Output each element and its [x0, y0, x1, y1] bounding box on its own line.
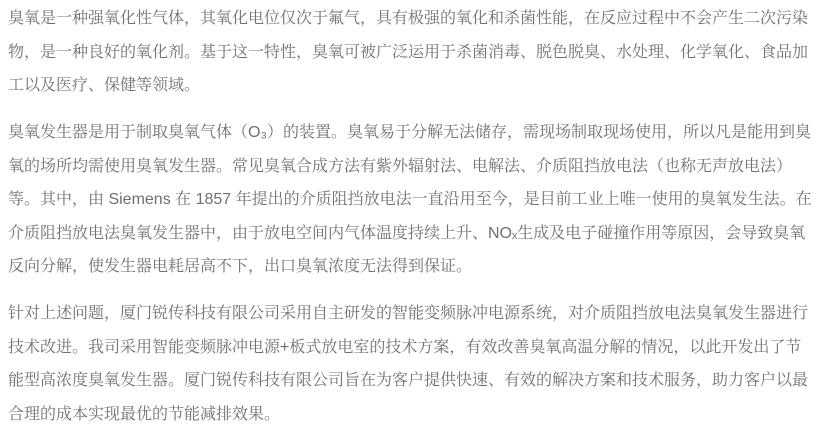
paragraph-company-solution: 针对上述问题，厦门锐传科技有限公司采用自主研发的智能变频脉冲电源系统，对介质阻挡放电法臭氧发生器进行技术改进。我司采用智能变频脉冲电源+板式放电室的技术方案，有效改善臭氧高温分解的情况，以此开发出了节能型高浓度臭氧发生器。厦门锐传科技有限公司旨在为客户提供快速、有效的解决方案和技术服务，助力客户以最合理的成本实现最优的节能减排效果。 — [8, 305, 809, 423]
paragraph-ozone-intro: 臭氧是一种强氧化性气体，其氧化电位仅次于氟气，具有极强的氧化和杀菌性能，在反应过程中不会产生二次污染物，是一种良好的氧化剂。基于这一特性，臭氧可被广泛运用于杀菌消毒、脱色脱臭、水处理、化学氧化、食品加工以及医疗、保健等领域。 — [8, 10, 809, 94]
paragraph-ozone-generator: 臭氧发生器是用于制取臭氧气体（O₃）的装置。臭氧易于分解无法储存，需现场制取现场使用，所以凡是能用到臭氧的场所均需使用臭氧发生器。常见臭氧合成方法有紫外辐射法、电解法、介质阻挡放电法（也称无声放电法）等。其中，由 Siemens 在 1857 年提出的介质阻挡放电法一直沿用至今，是目前工业上唯一使用的臭氧发生法。在介质阻挡放电法臭氧发生器中，由于放电空间内气体温度持续上升、NOₓ生成及电子碰撞作用等原因，会导致臭氧反向分解，使发生器电耗居高不下，出口臭氧浓度无法得到保证。 — [8, 124, 812, 275]
